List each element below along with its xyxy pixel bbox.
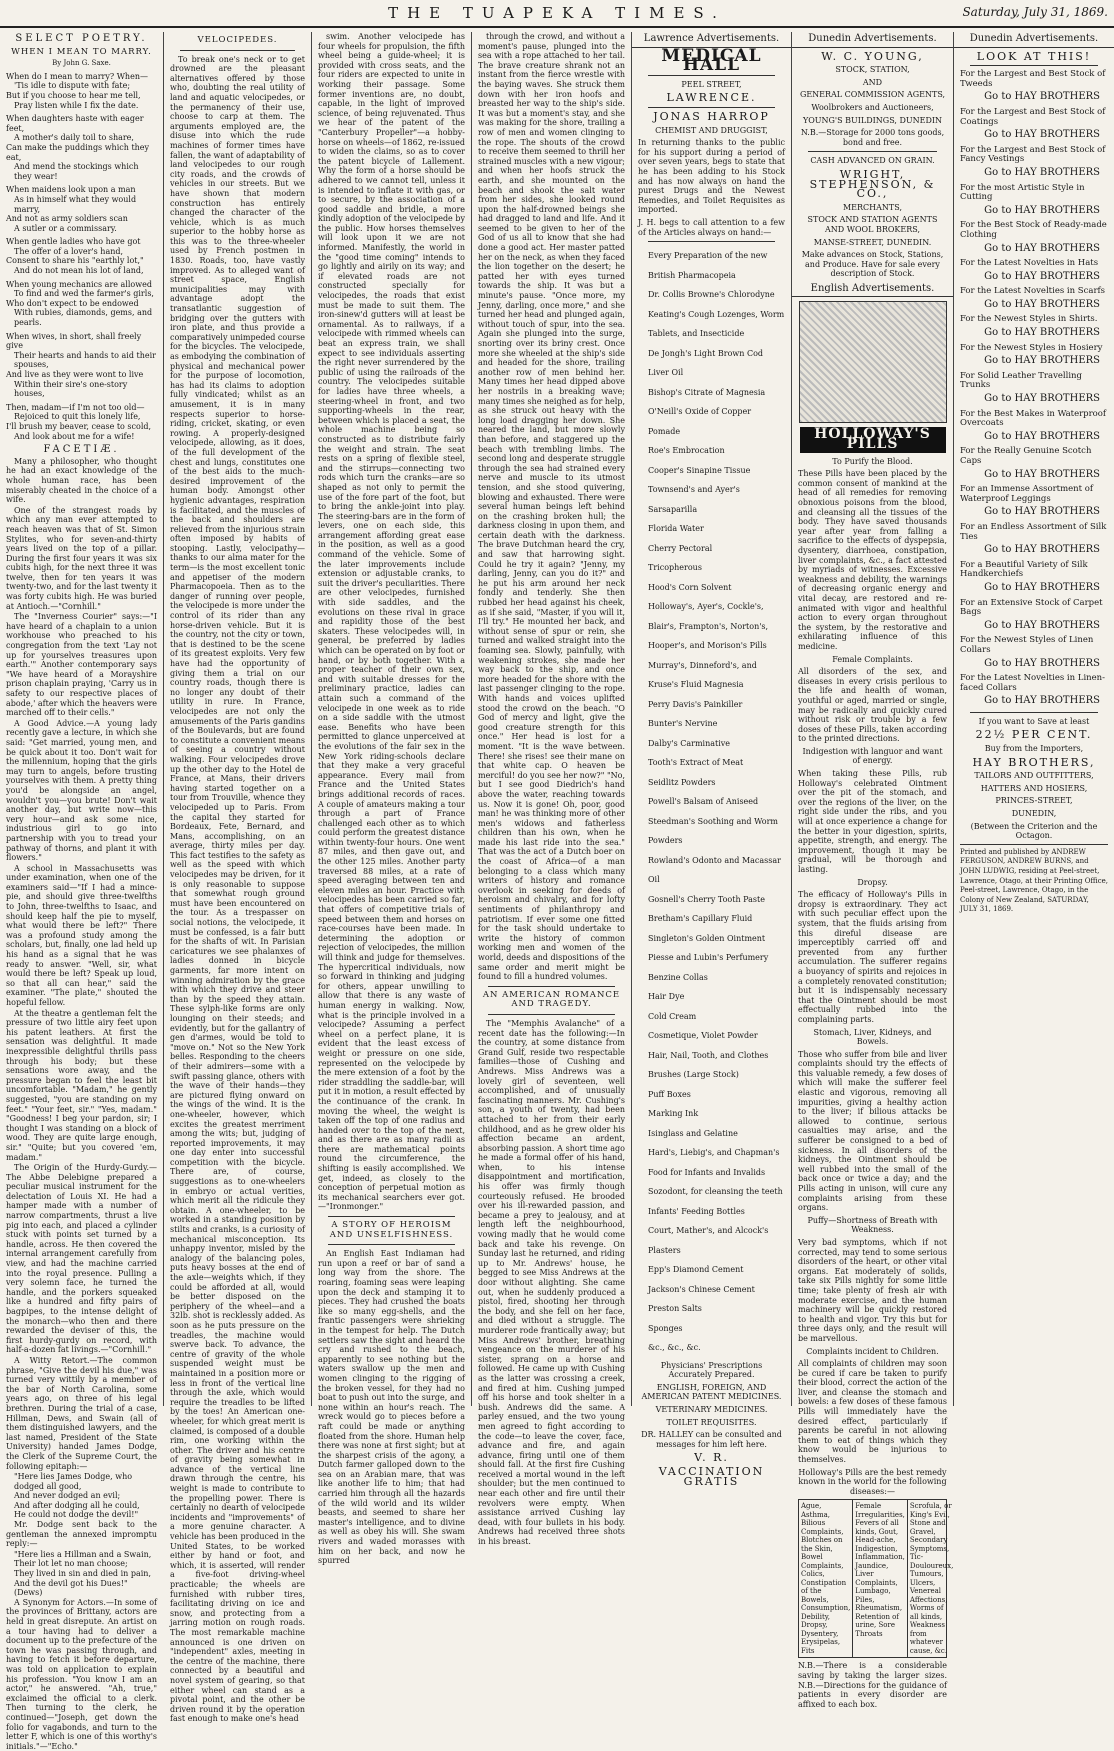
article-title: A STORY OF HEROISM AND UNSELFISHNESS. xyxy=(329,1220,454,1240)
hay-item-desc: For an Endless Assortment of Silk Ties xyxy=(960,521,1107,542)
product-item: Keating's Cough Lozenges, Worm Tablets, and Insecticide xyxy=(648,309,785,339)
poem-line: Who don't expect to be endowed xyxy=(6,298,139,308)
hay-item-goto: Go to HAY BROTHERS xyxy=(984,270,1100,282)
hay-item xyxy=(960,315,1108,337)
hay-item-goto: Go to HAY BROTHERS xyxy=(984,355,1100,367)
poem-line: When maidens look upon a man xyxy=(6,185,136,195)
product-item: Sozodont, for cleansing the teeth xyxy=(648,1187,783,1197)
ad-line: MANSE-STREET, DUNEDIN. xyxy=(813,237,932,247)
ad-text: N.B.—There is a considerable saving by taking the larger sizes. N.B.—Directions for the guidance of patients in every disorder are affixed to each box. xyxy=(798,1661,947,1709)
hay-item-desc: For the Newest Styles of Linen Collars xyxy=(960,635,1094,655)
ad-line: AND xyxy=(862,77,883,87)
product-item: Hair, Nail, Tooth, and Clothes Brushes (Large Stock) xyxy=(648,1050,769,1080)
hay-item xyxy=(960,372,1108,404)
stanza xyxy=(6,185,157,233)
poem-line: But if you choose to hear me tell, xyxy=(6,90,141,100)
ad-vet: VETERINARY MEDICINES. xyxy=(655,1404,768,1414)
hay-item-goto: Go to HAY BROTHERS xyxy=(984,91,1100,103)
ad-subhead: Puffy—Shortness of Breath with Weakness. xyxy=(807,1215,938,1235)
ad-line: HATTERS AND HOSIERS, xyxy=(980,783,1088,793)
paragraph: To break one's neck or to get drowned are the pleasant alternatives offered by those who, doubting the real utility of land and aquatic velocipedes, or the permanency of their use, choose to carp at them. The arguments employed are, the disuse into which the rude machines of former times have fallen, the want of adaptability of land velocipedes to our rough city roads, and the crowds of vehicles in our streets. But we have shown that modern construction has entirely changed the character of the vehicle, which is as much superior to the hobby horse as this was to the three-wheeler used by French postmen in 1830. Roads, too, have vastly improved. As to alleged want of street space, English municipalities may with advantage adopt the transatlantic suggestion of bridging over the gutters with iron plate, and thus provide a comparatively unimpeded course for the bicycles. The velocipede, as embodying the combination of physical and mechanical power for the purpose of locomotion, has had its claims to adoption fully vindicated; whilst as an amusement, it is in many respects superior to horse-riding, cricket, skating, or even rowing. A properly-designed velocipede, allowing, as it does, of the full development of the chest and lungs, constitutes one of the best aids to the much-desired improvement of the human body. Amongst other hygienic advantages, respiration is facilitated, and the muscles of the back and shoulders are relieved from the injurious strain often imposed by habits of stooping. Lastly, velocipathy—thanks to our alma mater for the term—is the most excellent tonic and appetiser of the modern Pharmacopoeia. Then as to the danger of running over people, the velocipede is more under the control of its rider than any horse-driven vehicle. But it is the country, not the city or town, that is destined to be the scene of its greatest exploits. Very few have had the opportunity of giving them a trial on our country roads, though there is no longer any doubt of their utility in rure. In France, velocipedes are not only the amusements of the Paris gandins of the Boulevards, but are found to constitute a convenient means of seeing a country without walking. Four velocipedes drove up the other day to the Hotel de France, at Mans, their drivers having started together on a tour from Trouville, whence they velocipeded up to Paris. From the capital they started for Bordeaux, Fete, Bernard, and Mans, accomplishing, on an average, thirty miles per day. This fact testifies to the safety as well as the speed with which velocipedes may be driven, for it is only reasonable to suppose that somewhat rough ground must have been encountered on the tour. As a trespasser on social notions, the velocipede, it must be confessed, is a fair butt for the shafts of wit. In Parisian caricatures we see phalanxes of ladies donned in bicycle garments, far more intent on winning admiration by the grace with which they drive and steer than by the speed they attain. These sylph-like forms are only lounging on their steeds; and evidently, but for the gallantry of gen d'armes, would be told to "move on." Not so the New York belles. Responding to the cheers of their admirers—some with a swift passing glance, others with the wave of their hands—they are pictured flying onward on the wings of the wind. It is the one-wheeler, however, which excites the greatest merriment among the wits; but, judging of reported improvements, it may one day enter into successful competition with the bicycle. There are, of course, suggestions as to one-wheelers in embryo or actual verities, which merit all the ridicule they obtain. A one-wheeler, to be worked in a standing position by stilts and cranks, is a curiosity of mechanical misconception. Its unhappy inventor, misled by the analogy of the balancing poles, puts heavy bosses at the end of the axle—weights which, if they could be afforded at all, would be better disposed on the periphery of the wheel—and a 32lb. shot is recklessly added. As soon as he puts pressure on the treadles, the machine would swerve back. To advance, the centre of gravity of the whole suspended weight must be maintained in a position more or less in front of the vertical line through the axle, which would require the treadles to be lifted by the toes! An American one-wheeler, for which great merit is claimed, is composed of a double rim, one working within the other. The driver and his centre of gravity being somewhat in advance of the vertical line drawn through the centre, his weight is made to contribute to the propelling power. There is certainly no dearth of velocipede incidents and "improvements" of a more genuine character. A vehicle has been produced in the United States, to be worked either by hand or foot, and which, it is asserted, will render a five-foot driving-wheel practicable; the wheels are furnished with rubber tires, facilitating driving on ice and snow, and protecting from a jarring motion on rough roads. The most remarkable machine announced is one driven on "independent" axles, meeting in the centre of the machine, there connected by a beautiful and novel system of gearing, so that either wheel can stand as a pivotal point, and the other be driven round it by the operation fast enough to make one's head xyxy=(170,54,305,1724)
engraving-illustration xyxy=(799,301,947,423)
ad-line: PRINCES-STREET, xyxy=(995,796,1073,806)
poem xyxy=(6,72,157,441)
stanza xyxy=(6,237,157,275)
product-item: Court, Mather's, and Alcock's Plasters xyxy=(648,1226,769,1255)
product-item: Preston Salts xyxy=(648,1304,702,1314)
hay-item xyxy=(960,108,1108,140)
ad-line: If you want to Save at least xyxy=(978,716,1090,726)
article-title: VELOCIPEDES. xyxy=(197,35,278,45)
hay-item xyxy=(960,447,1108,479)
product-item: Cooper's Sinapine Tissue xyxy=(648,465,751,475)
epitaph xyxy=(6,1472,157,1520)
product-item: Sponges xyxy=(648,1323,683,1333)
poem-line: Their hearts and hands to aid their spouses, xyxy=(14,350,156,370)
paragraph: swim. Another velocipede has four wheels for propulsion, the fifth wheel being a guide-wheel; it is provided with cross seats, and the four riders are expected to unite in working their passage. Some former inventions are, no doubt, capable, in the light of improved science, of being rejuvenated. Thus we hear of the patent of the "Canterbury Propeller"—a hobby-horse on wheels—of 1862, re-issued to widen the claims, so as to cover the patent bicycle of Lallement. Why the form of a horse should be adhered to we cannot tell, unless it is intended to inflate it with gas, or to secure, by the association of a good saddle and bridle, a more kindly adoption of the velocipede by the public. How horses themselves will look upon it we are not informed. Manifestly, the world in the "good time coming" intends to go lightly and airily on its way; and if elevated roads are not constructed specially for velocipedes, the roads that exist must be made to suit them. The iron-sinew'd gutters will at least be ornamental. As to railways, if a velocipede with rimmed wheels can beat an express train, we shall expect to see individuals asserting the right never surrendered by the public of using the railroads of the country. The velocipedes suitable for ladies have three wheels, a steering-wheel in front, and two supporting-wheels in the rear, between which is placed a seat, the whole machine being so constructed as to distribute fairly the weight and strain. The seat rests on a spring of flexible steel, and the stirrups—connecting two rods which turn the cranks—are so shaped as not only to permit the use of the fore part of the foot, but to bring the ankle-joint into play. The steering-bars are in the form of levers, one on each side, this arrangement affording great ease in the position, as well as a good command of the vehicle. Some of the later improvements include extension or adjustable cranks, to suit the driver's peculiarities. There are other velocipedes, furnished with side saddles, and the evolutions on these rival in grace and rapidity those of the best skaters. These velocipedes will, in general, be preferred by ladies which can be operated on by foot or hand, or by both together. With a proper teacher of their own sex, and with suitable dresses for the preliminary practice, ladies can attain such a command of the velocipede in one week as to ride on a side saddle with the utmost ease. Benefits who have been permitted to glance unperceived at the evolutions of the fair sex in the New York riding-schools declare that they make a very graceful appearance. Every mail from France and the United States brings additional records of races. A couple of amateurs making a tour through a part of France challenged each other as to which could perform the greatest distance within twenty-four hours. One went 87 miles, and then gave out, and the other 125 miles. Another party traversed 88 miles, at a rate of speed averaging between ten and eleven miles an hour. Practice with velocipedes has been carried so far, that offers of competitive trials of speed between them and horses on race-courses have been made. In determining the adoption or rejection of velocipedes, the million will think and judge for themselves. The hypercritical individuals, now so forward in thinking and judging for others, appear unwilling to allow that there is any waste of human energy in walking. Now, what is the principle involved in a velocipede? Assuming a perfect wheel on a perfect plane, it is evident that the least excess of weight or pressure on one side, represented on the velocipede by the mere extension of a foot by the rider straddling the saddle-bar, will put it in motion, a result effected by the continuance of the crank. In moving the wheel, the weight is taken off the top of one radius and handed over to the top of the next, and as there are as many radii as there are mathematical points round the circumference, the shifting is easily accomplished. We get, indeed, as closely to the conception of perpetual motion as its mechanical searchers ever got.—"Ironmonger." xyxy=(318,32,465,1212)
ad-subhead: Female Complaints. xyxy=(832,654,913,664)
section-title-poetry: SELECT POETRY. xyxy=(15,33,148,44)
ad-subhead: Dropsy. xyxy=(857,877,888,887)
divider xyxy=(648,107,775,108)
poem-line: "Here lies James Dodge, who dodged all good, xyxy=(14,1472,133,1491)
product-item: Cold Cream xyxy=(648,1011,697,1021)
ad-toilet: TOILET REQUISITES. xyxy=(666,1417,757,1427)
hay-item-desc: For the Latest Novelties in Hats xyxy=(960,258,1099,269)
product-item: O'Neill's Oxide of Copper Pomade xyxy=(648,407,752,436)
product-item: Benzine Collas xyxy=(648,972,708,982)
paragraph: At the theatre a gentleman felt the pressure of two little airy feet upon his patent leathers. At first the sensation was delightful. It made inexpressible delightful thrills pass through his body; but these sensations wore away, and the pressure began to feel the least bit uncomfortable. "Madam," he gently suggested, "you are standing on my feet." "Your feet, sir." "Yes, madam." "Goodness! I beg your pardon, sir; I thought I was standing on a block of wood. They are quite large enough, sir." "Quite; but you covered 'em, madam." xyxy=(6,1008,157,1162)
hay-item-goto: Go to HAY BROTHERS xyxy=(984,506,1100,518)
product-item: Murray's, Dinneford's, and Kruse's Fluid Magnesia xyxy=(648,660,757,690)
ad-text: These Pills have been placed by the common consent of mankind at the head of all remedies for removing obnoxious poisons from the blood, and cleansing all the tissues of the body. They have saved thousands year after year from falling a sacrifice to the effects of dyspepsia, dysentery, diarrhoea, constipation, liver complaints, &c., a fact attested by myriads of witnesses. Excessive weakness and debility, the warnings of decreasing organic energy and vital decay, are restored and re-animated with vigor and healthful action to every organ throughout the system, by the restorative and exhilarating influence of this medicine. xyxy=(798,469,947,651)
poem-line: Can make the puddings which they eat, xyxy=(6,142,150,162)
product-item: Perry Davis's Painkiller xyxy=(648,699,743,709)
issue-date: Saturday, July 31, 1869. xyxy=(962,5,1108,19)
hay-item-desc: For the Newest Styles in Hosiery xyxy=(960,342,1103,353)
hay-item-goto: Go to HAY BROTHERS xyxy=(984,657,1100,669)
diseases-cell: Scrofula, or King's Evil, Stone and Gravel, Secondary Symptoms, Tic-Douloureux, Tumours, Ulcers, Venereal Affections, Worms of all kinds, Weakness from whatever cause, &c. xyxy=(909,1502,954,1655)
hay-item-desc: For the Really Genuine Scotch Caps xyxy=(960,446,1092,466)
ad-text: The efficacy of Holloway's Pills in dropsy is extraordinary. They act with such peculiar effect upon the system, that the fluids arising from this direful disease are imperceptibly carried off and prevented from any further accumulation. The sufferer regains a buoyancy of spirits and rejoices in a completely renovated constitution; but it is indispensably necessary that the Ointment should be most effectually rubbed into the complaining parts. xyxy=(798,890,947,1024)
hay-list xyxy=(960,70,1108,706)
column-header: Lawrence Advertisements. xyxy=(632,32,791,48)
poem-line: A mother's daily toil to share, xyxy=(14,133,134,143)
poem-line: And do not mean his lot of land, xyxy=(14,266,144,276)
divider xyxy=(328,1244,455,1245)
ad-percent: 22½ PER CENT. xyxy=(975,728,1093,742)
hay-item-goto: Go to HAY BROTHERS xyxy=(984,327,1100,339)
hay-item-desc: For an Immense Assortment of Waterproof Leggings xyxy=(960,484,1094,504)
poem-line: When wives, in short, shall freely give xyxy=(6,331,142,351)
product-item: Rowland's Odonto and Macassar Oil xyxy=(648,855,781,885)
ad-text: Very bad symptoms, which if not corrected, may tend to some serious disorders of the heart, or other vital organs. Eat moderately of solids, take six Pills nightly for some little time; take plenty of fresh air with moderate exercise, and the human machinery will be quickly restored to health and vigor. Try this but for three days only, and the result will be marvellous. xyxy=(798,1237,947,1343)
poem-line: When daughters haste with eager feet, xyxy=(6,114,144,133)
ad-line: Woolbrokers and Auctioneers, xyxy=(811,102,934,112)
ad-subhead: Holloway's Pills are the best remedy known in the world for the following diseases:— xyxy=(798,1467,947,1496)
paragraph: A Witty Retort.—The common phrase, "Give the devil his due," was turned very wittily by a member of the bar of North Carolina, some years ago, on three of his legal brethren. During the trial of a case, Hillman, Dews, and Swain (all of them distinguished lawyers, and the last named, President of the State University) handed James Dodge, the Clerk of the Supreme Court, the following epitaph:— xyxy=(6,1355,157,1471)
poem-line: To find and wed the farmer's girls, xyxy=(14,289,154,299)
hay-item-desc: For the Largest and Best Stock of Coatings xyxy=(960,106,1106,127)
poem-line: They lived in sin and died in pain, xyxy=(14,1569,151,1579)
ad-line: (Between the Criterion and the Octagon. xyxy=(970,821,1098,841)
poem-line: Rejoiced to quit this lonely life, xyxy=(14,412,141,422)
hay-item-goto: Go to HAY BROTHERS xyxy=(984,393,1100,405)
masthead xyxy=(0,0,1114,28)
diseases-cell: Ague, Asthma, Bilious Complaints, Blotches on the Skin, Bowel Complaints, Colics, Constipation of the Bowels, Consumption, Debility, Dropsy, Dysentery, Erysipelas, Fits xyxy=(799,1500,853,1657)
hay-item-goto: Go to HAY BROTHERS xyxy=(984,619,1100,631)
hay-item-goto: Go to HAY BROTHERS xyxy=(984,430,1100,442)
product-item: Singleton's Golden Ointment xyxy=(648,933,766,943)
product-item: Tooth's Extract of Meat xyxy=(648,758,744,768)
product-item: Bunter's Nervine xyxy=(648,719,718,729)
ad-line: YOUNG'S BUILDINGS, DUNEDIN xyxy=(802,115,943,125)
hay-item-desc: For the Latest Novelties in Scarfs xyxy=(960,286,1106,297)
column-header: English Advertisements. xyxy=(792,282,953,298)
ad-text: Those who suffer from bile and liver complaints should try the effects of this valuable remedy, a few doses of which will make the sufferer feel elastic and vigorous, removing all impurities, giving a healthy action to the liver; if bilious attacks be allowed to continue, serious casualties may arise, and the sufferer be consigned to a bed of sickness. In all disorders of the kidneys, the Ointment should be well rubbed into the small of the back once or twice a day; and the Pills acting in unison, will cure any complaints arising from these organs. xyxy=(798,1049,947,1213)
ad-title: HAY BROTHERS, xyxy=(972,755,1096,769)
ad-vr: V. R. xyxy=(694,1451,729,1465)
ad-line: STOCK AND STATION AGENTS AND WOOL BROKERS, xyxy=(807,215,938,234)
hay-item-goto: Go to HAY BROTHERS xyxy=(984,468,1100,480)
poem-line: When do I mean to marry? When— xyxy=(6,71,148,81)
paragraph: A school in Massachusetts was under examination, when one of the examiners said—"If I had a mince-pie, and should give three-twelfths to John, three-twelfths to Isaac, and should keep half the pie to myself, what would there be left?" There was a profound study among the scholars, but, finally, one lad held up his hand as a signal that he was ready to answer. "Well, sir, what would there be left? Speak up loud, so that all can hear," said the examiner. "The plate," shouted the hopeful fellow. xyxy=(6,863,157,1007)
ad-subhead: To Purify the Blood. xyxy=(832,456,913,466)
hay-item xyxy=(960,561,1108,593)
product-item: Florida Water xyxy=(648,524,704,534)
diseases-table xyxy=(798,1499,954,1658)
paragraph: An English East Indiaman had run upon a reef or bar of sand a long way from the shore. The roaring, foaming seas were leaping upon the deck and stamping it to pieces. They had crushed the boats like so many egg-shells, and the frantic passengers were shrieking in the tempest for help. The Dutch settlers saw the sight and heard the cry and rushed to the beach, apparently to see nothing but the waters swallow up the men and women clinging to the rigging of the broken vessel, for they had no boat to push out into the surge, and none within an hour's reach. The wreck would go to pieces before a raft could be made or anything floated from the shore. Human help there was none at first sight; but at the sharpest crisis of the agony, a Dutch farmer galloped down to the sea on an Arabian mare, that was like another life to him; that had carried him through all the hazards of the wild world and its wilder beasts, and seemed to share her master's intelligence, and to divine as well as obey his will. She swam rivers and waded morasses with him on her back, and now he spurred xyxy=(318,1249,465,1566)
column-story-continued xyxy=(472,32,632,1547)
hay-item xyxy=(960,636,1108,668)
ad-address: PEEL STREET, xyxy=(681,79,742,89)
hay-item-goto: Go to HAY BROTHERS xyxy=(984,129,1100,141)
ad-line: Make advances on Stock, Stations, and Produce. Have for sale every description of Stock. xyxy=(801,250,944,279)
paragraph: Many a philosopher, who thought he had an exact knowledge of the whole human race, has been miserably cheated in the choice of a wife. xyxy=(6,456,157,505)
poem-line: Pray listen while I fix the date. xyxy=(14,100,139,110)
ad-line: Buy from the Importers, xyxy=(984,744,1084,754)
poem-line: A sutler or a commissary. xyxy=(14,223,117,233)
poem-line: Then, madam—if I'm not too old— xyxy=(6,402,145,412)
ad-subhead: Indigestion with languor and want of energy. xyxy=(802,746,943,766)
paragraph: The "Memphis Avalanche" of a recent date has the following:—In the country, at some distance from Grand Gulf, reside two respectable families—those of Cushing and Andrews. Miss Andrews was a lovely girl of seventeen, well accomplished, and of unusually fascinating manners. Mr. Cushing's son, a youth of twenty, had been attached to her from their early childhood, and as he grew older his affection became an ardent, absorbing passion. A short time ago he made a formal offer of his hand, when, to his intense disappointment and mortification, his offer was firmly though courteously refused. He brooded over his ill-rewarded passion, and became a prey to jealousy, and at length left the neighbourhood, vowing madly that he would come back and take his revenge. On Sunday last he returned, and riding up to Mr. Andrews' house, he begged to see Miss Andrews at the door without alighting. She came out, when he suddenly produced a pistol, fired, shooting her through the body, and she fell on her face, and died without a struggle. The murderer rode frantically away; but Miss Andrews' brother, breathing vengeance on the murderer of his sister, sprang on a horse and followed. He came up with Cushing as the latter was crossing a creek, and fired at him. Cushing jumped off his horse and took shelter in a bush. Andrews did the same. A parley ensued, and the two young men agreed to fight according to the code—to leave the cover, face, advance and fire, and again advance, firing until one of them should fall. At the first fire Cushing received a mortal wound in the left shoulder; but the men continued to near each other and fire until their revolvers were empty. When assistance arrived Cushing lay dead, with four bullets in his body. Andrews had received three shots in his breast. xyxy=(478,1018,625,1547)
column-dunedin-english-ads xyxy=(792,32,954,1709)
ad-prescriptions: Physicians' Prescriptions Accurately Prepared. xyxy=(660,1360,763,1380)
poem-line: "Here lies a Hillman and a Swain, xyxy=(14,1549,152,1559)
product-item: Townsend's and Ayer's Sarsaparilla xyxy=(648,485,740,514)
ad-vaccination: VACCINATION GRATIS xyxy=(658,1464,765,1488)
hay-item-goto: Go to HAY BROTHERS xyxy=(984,204,1100,216)
ad-line: N.B.—Storage for 2000 tons goods, bond and free. xyxy=(800,128,945,147)
hay-item-goto: Go to HAY BROTHERS xyxy=(984,695,1100,707)
hay-item xyxy=(960,523,1108,555)
poem-line: The offer of a lover's hand, xyxy=(14,246,124,256)
newspaper-title: THE TUAPEKA TIMES. xyxy=(388,4,726,22)
column-hay-brothers xyxy=(954,32,1114,1406)
ad-title: MEDICAL HALL xyxy=(661,45,762,76)
column-header: Dunedin Advertisements. xyxy=(954,32,1114,48)
product-item: Seidlitz Powders xyxy=(648,777,716,787)
column-velocipedes xyxy=(164,32,312,1724)
hay-item-desc: For the Largest and Best Stock of Tweeds xyxy=(960,69,1106,89)
divider xyxy=(808,151,937,152)
paragraph: A Good Advice.—A young lady recently gave a lecture, in which she said: "Get married, young men, and be quick about it too. Don't wait for the millennium, hoping that the girls may turn to angels, before trusting yourselves with them. A pretty thing you'd be alongside an angel, wouldn't you—you brute! Don't wait another day, but write now—this very hour—and ask some nice, industrious girl to go into partnership with you to tread your pathway of thorns, and plant it with flowers." xyxy=(6,718,157,863)
hay-item-goto: Go to HAY BROTHERS xyxy=(984,166,1100,178)
hay-item xyxy=(960,485,1108,517)
divider xyxy=(488,986,615,987)
product-item: Gosnell's Cherry Tooth Paste xyxy=(648,894,765,904)
poem-title: WHEN I MEAN TO MARRY. xyxy=(11,46,152,57)
hay-item-desc: For the Largest and Best Stock of Fancy Vestings xyxy=(960,144,1106,165)
hay-item xyxy=(960,221,1108,253)
product-item: &c., &c., &c. xyxy=(648,1343,701,1353)
ad-title: WRIGHT, STEPHENSON, & CO., xyxy=(809,167,936,201)
product-item: Infants' Feeding Bottles xyxy=(648,1206,745,1216)
product-item: Every Preparation of the new British Pharmacopeia xyxy=(648,251,768,280)
product-list xyxy=(638,246,785,1358)
product-item: Bretham's Capillary Fluid xyxy=(648,914,753,924)
hay-item-desc: For a Beautiful Variety of Silk Handkerchiefs xyxy=(960,559,1088,580)
hay-item-desc: For the Newest Styles in Shirts. xyxy=(960,314,1098,325)
reply-verse xyxy=(6,1550,157,1598)
poem-line: With rubies, diamonds, gems, and pearls. xyxy=(14,308,153,328)
hay-item-desc: For the Best Makes in Waterproof Overcoats xyxy=(960,408,1107,429)
poem-line: Their lot let no man choose; xyxy=(14,1559,128,1569)
paragraph: A Synonym for Actors.—In some of the provinces of Brittany, actors are held in great disrepute. An artist on a tour having had to deliver a document up to the prefecture of the town he was passing through, and having to fetch it before departure, was told on application to explain his profession. "You know I am an actor," he answered. "Ah, true," exclaimed the official to a clerk. Then turning to the clerk, he continued—"Joseph, get down the folio for vagabonds, and turn to the letter F, which is one of this worthy's initials."—"Echo." xyxy=(6,1597,157,1751)
product-item: De Jongh's Light Brown Cod Liver Oil xyxy=(648,348,764,378)
poem-line: As in himself what they would marry, xyxy=(14,194,137,214)
poem-line: And look about me for a wife! xyxy=(14,431,135,441)
stanza xyxy=(6,72,157,110)
poem-line: And live as they were wont to live xyxy=(6,370,144,379)
divider xyxy=(180,50,295,51)
ad-line: GENERAL COMMISSION AGENTS, xyxy=(799,90,946,100)
product-item: Hard's, Liebig's, and Chapman's Food for Infants and Invalids xyxy=(648,1148,780,1177)
column-velocipedes-continued xyxy=(312,32,472,1566)
product-item: Bishop's Citrate of Magnesia xyxy=(648,387,766,397)
column-header: Dunedin Advertisements. xyxy=(792,32,953,48)
hay-item xyxy=(960,184,1108,216)
article-title: AN AMERICAN ROMANCE AND TRAGEDY. xyxy=(482,989,621,1010)
ad-text: All complaints of children may soon be cured if care be taken to purify their blood, correct the action of the liver, and cleanse the stomach and bowels: a few doses of these famous Pills will immediately have the desired effect, particularly if parents be careful in not allowing them to eat of things which they know would be injurious to themselves. xyxy=(798,1359,947,1465)
hay-item-goto: Go to HAY BROTHERS xyxy=(984,298,1100,310)
hay-item-goto: Go to HAY BROTHERS xyxy=(984,242,1100,254)
stanza xyxy=(6,114,157,181)
product-item: Piesse and Lubin's Perfumery xyxy=(648,953,769,963)
hay-item-desc: For the most Artistic Style in Cutting xyxy=(960,182,1085,203)
ad-proprietor: JONAS HARROP xyxy=(653,109,770,123)
ad-note: J. H. begs to call attention to a few of the Articles always on hand:— xyxy=(638,217,785,237)
divider xyxy=(970,712,1098,713)
paragraph: The Origin of the Hurdy-Gurdy.—The Abbe Delebigne prepared a peculiar musical instrument for the delectation of Louis XI. He had a hamper made with a number of narrow compartments, thrust a live pig into each, and placed a cylinder stuck with points set turned by a handle, across. He then covered the internal arrangement carefully from view, and had the machine carried into the royal presence. Pulling a very solemn face, he turned the handle, and the porkers squeaked like a hundred and fifty pairs of bagpipes, to the intense delight of the monarch—who then and there rewarded the deviser of this, the first hurdy-gurdy on record, with half-a-dozen fat livings.—"Cornhill." xyxy=(6,1163,157,1355)
product-item: Dalby's Carminative xyxy=(648,738,731,748)
product-item: Tricopherous xyxy=(648,563,702,573)
ad-text: All disorders of the sex, and diseases in every crisis perilous to the life and health of woman, youthful or aged, married or single, may be radically and quickly cured without risk or trouble by a few doses of these Pills, taken according to the printed directions. xyxy=(798,667,947,744)
ad-halley: DR. HALLEY can be consulted and messages for him left here. xyxy=(641,1430,782,1449)
hay-item-desc: For an Extensive Stock of Carpet Bags xyxy=(960,597,1103,618)
ad-subhead: Stomach, Liver, Kidneys, and Bowels. xyxy=(813,1027,932,1047)
paragraph: through the crowd, and without a moment's pause, plunged into the sea with a rope attached to her tail. The brave creature shrank not an instant from the fierce wrestle with the baying waves. She struck them down with her iron hoofs and breasted her way to the ship's side. It was but a moment's stay, and she was making for the shore, trailing a row of men and women clinging to the rope. The shouts of the crowd to receive them seemed to thrill her strained muscles with a new vigour; and when her hoofs struck the earth, and she mounted on the beach and shook the salt water from her sides, she looked round upon the half-drowned beings she had dragged to land and life. And it seemed to be given to her of the God of us all to know that she had done a good act. Her master patted her on the neck, as when they faced the lion together on the desert; he patted her with eyes turned towards the ship. It was but a minute's pause. "Once more, my Jenny, darling, once more," and she turned her head and plunged again, without touch of spur, into the sea. Again she plunged into the surge, snorting over its briny crest. Once more she wheeled at the ship's side and headed for the shore, trailing another row of men behind her. Many times her head dipped above her nostrils in a breaking wave; many times she neighed as for help, as she struck out heavy with the long load dragging her down. She neared the land, but more slowly than before, and staggered up the beach with trembling limbs. The second long and desperate struggle through the sea had strained every nerve and muscle to its utmost tension, and she stood quivering, blowing and exhausted. There were several human beings left behind on the crashing broken hull; the darkness closing in upon them, and certain death with the darkness. The brave Dutchman heard the cry, and saw that harrowing sight. Could he try it again? "Jenny, my darling, Jenny, can you do it?" and he put his arm around her neck fondly and tenderly. She then rubbed her head against his cheek, as if she said, "Master, if you will it, I'll try." He mounted her back, and without sense of spur or rein, she turned and walked straight into the foaming sea. Slowly, painfully, with weakening strokes, she made her way back to the ship, and once more headed for the shore with the last passenger clinging to the rope. With hands and voices uplifted stood the crowd on the beach. "O God of mercy and light, give the good creature strength for this once." Her head is lost for a moment. "It is the wave between. There! she rises! see their mane on that white cap. O heaven be merciful! do you see her now?" "No, but I see good Diedrich's hand above the water, reaching towards us. Now it is gone! Oh, poor, good man! he was thinking more of other men's widows and fatherless children than his own, when he made his last ride into the sea." That was the act of a Dutch boer on the coast of Africa—of a man belonging to a class which many writers of history and romance overlook in seeking for deeds of heroism and chivalry, and for lofty sentiments of philanthropy and patriotism. If ever some one fitted for the task should undertake to write the history of common working men and women of the world, deeds and dispositions of the same order and merit might be found to fill a hundred volumes. xyxy=(478,32,625,982)
poem-line: When gentle ladies who have got xyxy=(6,237,141,247)
product-item: Steedman's Soothing and Worm Powders xyxy=(648,816,778,846)
ad-line: STOCK, STATION, xyxy=(835,65,910,75)
ad-line: TAILORS AND OUTFITTERS, xyxy=(974,771,1094,781)
hay-item xyxy=(960,410,1108,442)
hay-item xyxy=(960,599,1108,631)
hay-item-goto: Go to HAY BROTHERS xyxy=(984,581,1100,593)
poem-line: And after dodging all he could, xyxy=(14,1500,140,1510)
column-poetry-facetiae xyxy=(0,32,164,1751)
ad-subhead: Complaints incident to Children. xyxy=(806,1346,939,1356)
hay-item xyxy=(960,146,1108,178)
product-item: Jackson's Chinese Cement xyxy=(648,1284,755,1294)
ad-trade: CHEMIST AND DRUGGIST, xyxy=(655,125,768,135)
product-item: Dr. Collis Browne's Chlorodyne xyxy=(648,290,775,300)
hay-item xyxy=(960,259,1108,281)
ad-patent: ENGLISH, FOREIGN, AND AMERICAN PATENT MEDICINES. xyxy=(641,1382,782,1402)
holloway-banner: HOLLOWAY'S PILLS xyxy=(800,427,946,452)
product-item: Powell's Balsam of Aniseed xyxy=(648,797,759,807)
product-item: Hair Dye xyxy=(648,992,685,1002)
poem-line: Within their sire's one-story houses, xyxy=(14,379,128,399)
section-title-facetiae: FACETIÆ. xyxy=(43,444,120,456)
ad-intro: In returning thanks to the public for his support during a period of over seven years, begs to state that he has been adding to his Stock and has now always on hand the purest Drugs and the Newest Remedies, and Toilet Requisites as imported. xyxy=(638,138,785,215)
stanza xyxy=(6,280,157,328)
ad-title: LOOK AT THIS! xyxy=(976,49,1092,63)
ad-text: When taking these Pills, rub Holloway's celebrated Ointment over the pit of the stomach, and over the regions of the liver, on the right side under the ribs, and you will at once experience a change for the better in your digestion, spirits, appetite, strength, and energy. The improvement, though it may be gradual, will be thorough and lasting. xyxy=(798,769,947,874)
product-item: Holloway's, Ayer's, Cockle's, Blair's, Frampton's, Norton's, Hooper's, and Morison's Pills xyxy=(648,602,769,651)
poem-line: And the devil got his Dues!" (Dews) xyxy=(14,1578,128,1598)
hay-item-desc: For Solid Leather Travelling Trunks xyxy=(960,370,1082,391)
paragraph: Mr. Dodge sent back to the gentleman the annexed impromptu reply:— xyxy=(6,1520,157,1549)
hay-item xyxy=(960,344,1108,366)
divider xyxy=(970,65,1098,66)
ad-line: CASH ADVANCED ON GRAIN. xyxy=(810,156,935,166)
paragraph: One of the strangest roads by which any man ever attempted to reach heaven was that of St. Simon Stylites, who for seven-and-thirty years lived on the top of a pillar. During the first four years it was six cubits high, for the next three it was twelve, then for ten years it was twenty-two, and for the last twenty it was forty cubits high. He was buried at Antioch.—"Cornhill." xyxy=(6,505,157,611)
poem-line: He could not dodge the devil!" xyxy=(14,1510,139,1520)
stanza xyxy=(6,332,157,399)
divider xyxy=(488,1014,615,1015)
poem-line: And mend the stockings which they wear! xyxy=(14,162,139,181)
hay-item-desc: For the Latest Novelties in Linen-faced Collars xyxy=(960,673,1106,693)
poem-line: I'll brush my beaver, cease to scold, xyxy=(6,421,152,431)
stanza xyxy=(6,403,157,441)
hay-item xyxy=(960,674,1108,706)
product-item: Cosmetique, Violet Powder xyxy=(648,1031,758,1041)
product-item: Cherry Pectoral xyxy=(648,543,713,553)
ad-line: MERCHANTS, xyxy=(842,202,902,212)
hay-item-goto: Go to HAY BROTHERS xyxy=(984,544,1100,556)
product-item: Isinglass and Gelatine xyxy=(648,1128,738,1138)
product-item: Roe's Embrocation xyxy=(648,446,725,456)
poem-line: And never dodged an evil; xyxy=(14,1491,121,1501)
hay-item xyxy=(960,287,1108,309)
product-item: Hood's Corn Solvent xyxy=(648,582,732,592)
poem-line: And not as army soldiers scan xyxy=(6,214,128,224)
divider xyxy=(328,1216,455,1217)
ad-town: LAWRENCE. xyxy=(666,91,757,105)
column-lawrence-ads xyxy=(632,32,792,1488)
product-item: Epp's Diamond Cement xyxy=(648,1265,744,1275)
hay-item xyxy=(960,70,1108,102)
product-item: Marking Ink xyxy=(648,1109,699,1119)
hay-item-desc: For the Best Stock of Ready-made Clothing xyxy=(960,220,1107,240)
imprint: Printed and published by ANDREW FERGUSON, ANDREW BURNS, and JOHN LUDWIG, residing at Peel-street, Lawrence, Otago, at their Printing Office, Peel-street, Lawrence, Otago, in the Colony of New Zealand, SATURDAY, JULY 31, 1869. xyxy=(960,844,1108,915)
product-item: Puff Boxes xyxy=(648,1089,691,1099)
poem-byline: By John G. Saxe. xyxy=(52,59,111,68)
diseases-cell: Female Irregularities, Fevers of all kinds, Gout, Head-ache, Indigestion, Inflammation, Jaundice, Liver Complaints, Lumbago, Piles, Rheumatism, Retention of urine, Sore Throats xyxy=(853,1500,908,1657)
paragraph: The "Inverness Courier" says:—"I have heard of a chaplain to a union workhouse who preached to his congregation from the text 'Lay not up for yourselves treasures upon earth.'" Another contemporary says "We have heard of a Morayshire prison chaplain praying, 'Carry us in safety to our respective places of abode,' after which the heavers were marched off to their cells." xyxy=(6,612,157,718)
poem-line: When young mechanics are allowed xyxy=(6,279,152,289)
poem-line: Consent to share his "earthly lot," xyxy=(6,256,144,266)
poem-line: 'Tis idle to dispute with fate; xyxy=(14,81,131,91)
ad-title: W. C. YOUNG, xyxy=(821,49,924,63)
ad-line: DUNEDIN, xyxy=(1011,809,1057,819)
divider xyxy=(648,241,775,242)
